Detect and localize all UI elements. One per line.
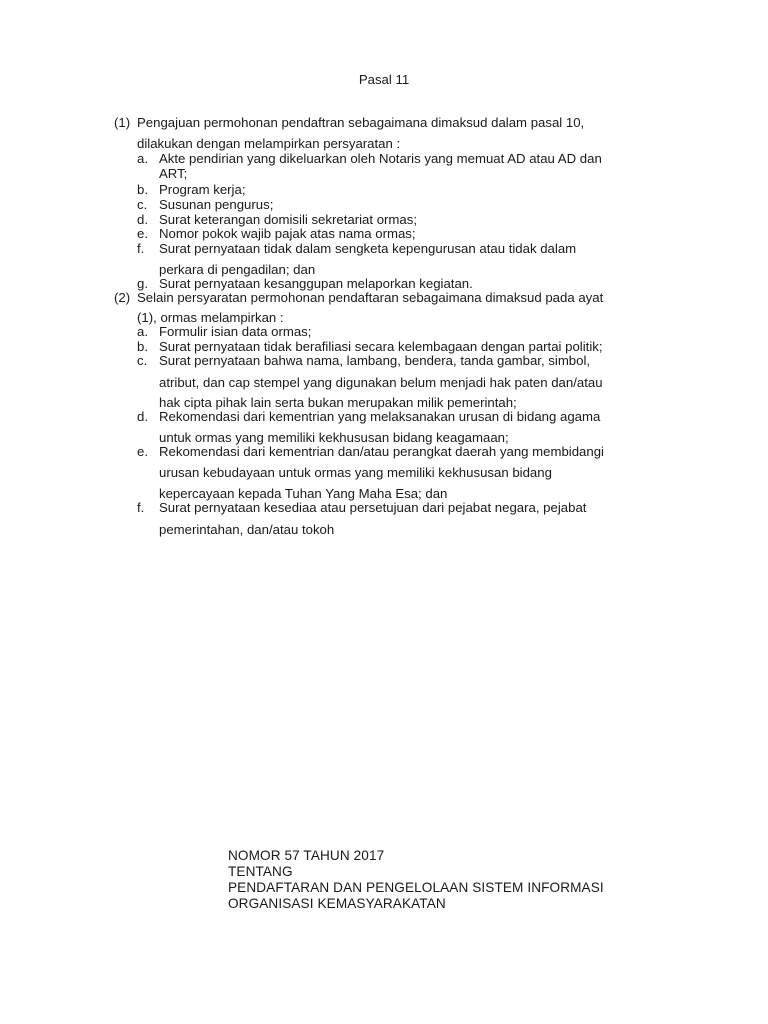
section-1-number: (1) bbox=[114, 115, 131, 130]
section-1-item-a-line-2: ART; bbox=[159, 166, 188, 181]
article-title bbox=[0, 72, 768, 87]
section-1-item-g-line-1: Surat pernyataan kesanggupan melaporkan kegiatan. bbox=[159, 276, 473, 291]
footer-subject-line-2: ORGANISASI KEMASYARAKATAN bbox=[228, 896, 446, 911]
footer-subject-line-1: PENDAFTARAN DAN PENGELOLAAN SISTEM INFORMASI bbox=[228, 880, 604, 895]
section-2-item-a-label: a. bbox=[137, 324, 148, 339]
section-1-item-a-line-1: Akte pendirian yang dikeluarkan oleh Notaris yang memuat AD atau AD dan bbox=[159, 151, 602, 166]
section-2-item-c-line-3: hak cipta pihak lain serta bukan merupakan milik pemerintah; bbox=[159, 395, 517, 410]
section-2-item-f-label: f. bbox=[137, 500, 145, 515]
section-1-item-a-label: a. bbox=[137, 151, 148, 166]
section-2-item-b-line-1: Surat pernyataan tidak berafiliasi secara kelembagaan dengan partai politik; bbox=[159, 339, 603, 354]
section-1-item-f-line-1: Surat pernyataan tidak dalam sengketa kepengurusan atau tidak dalam bbox=[159, 241, 577, 256]
section-1-item-d-line-1: Surat keterangan domisili sekretariat ormas; bbox=[159, 212, 417, 227]
section-1-line-2: dilakukan dengan melampirkan persyaratan : bbox=[137, 136, 401, 151]
footer-number: NOMOR 57 TAHUN 2017 bbox=[228, 848, 385, 863]
section-2-item-d-label: d. bbox=[137, 409, 148, 424]
section-2-item-a-line-1: Formulir isian data ormas; bbox=[159, 324, 312, 339]
section-2-item-e-label: e. bbox=[137, 444, 148, 459]
section-1-item-b-label: b. bbox=[137, 182, 148, 197]
footer-about: TENTANG bbox=[228, 864, 293, 879]
section-2-item-f-line-1: Surat pernyataan kesediaa atau persetujuan dari pejabat negara, pejabat bbox=[159, 500, 587, 515]
section-2-item-b-label: b. bbox=[137, 339, 148, 354]
section-1-item-f-label: f. bbox=[137, 241, 145, 256]
section-1-item-d-label: d. bbox=[137, 212, 148, 227]
section-1-item-c-line-1: Susunan pengurus; bbox=[159, 197, 274, 212]
section-1-item-g-label: g. bbox=[137, 276, 148, 291]
section-2-item-f-line-2: pemerintahan, dan/atau tokoh bbox=[159, 522, 335, 537]
section-2-item-e-line-2: urusan kebudayaan untuk ormas yang memiliki kekhususan bidang bbox=[159, 465, 552, 480]
section-2-item-c-line-2: atribut, dan cap stempel yang digunakan belum menjadi hak paten dan/atau bbox=[159, 375, 603, 390]
section-1-item-e-line-1: Nomor pokok wajib pajak atas nama ormas; bbox=[159, 226, 416, 241]
section-1-item-e-label: e. bbox=[137, 226, 148, 241]
section-2-item-d-line-1: Rekomendasi dari kementrian yang melaksanakan urusan di bidang agama bbox=[159, 409, 601, 424]
section-1-item-b-line-1: Program kerja; bbox=[159, 182, 246, 197]
section-2-number: (2) bbox=[114, 290, 131, 305]
article-title-text: Pasal 11 bbox=[358, 72, 410, 87]
section-1-line-1: Pengajuan permohonan pendaftran sebagaimana dimaksud dalam pasal 10, bbox=[137, 115, 585, 130]
section-2-line-2: (1), ormas melampirkan : bbox=[137, 310, 284, 325]
section-2-item-e-line-1: Rekomendasi dari kementrian dan/atau perangkat daerah yang membidangi bbox=[159, 444, 604, 459]
section-2-item-c-line-1: Surat pernyataan bahwa nama, lambang, bendera, tanda gambar, simbol, bbox=[159, 353, 591, 368]
section-1-item-f-line-2: perkara di pengadilan; dan bbox=[159, 262, 316, 277]
section-2-item-e-line-3: kepercayaan kepada Tuhan Yang Maha Esa; dan bbox=[159, 486, 448, 501]
section-2-item-c-label: c. bbox=[137, 353, 148, 368]
section-2-line-1: Selain persyaratan permohonan pendaftaran sebagaimana dimaksud pada ayat bbox=[137, 290, 604, 305]
section-1-item-c-label: c. bbox=[137, 197, 148, 212]
section-2-item-d-line-2: untuk ormas yang memiliki kekhususan bidang keagamaan; bbox=[159, 430, 509, 445]
